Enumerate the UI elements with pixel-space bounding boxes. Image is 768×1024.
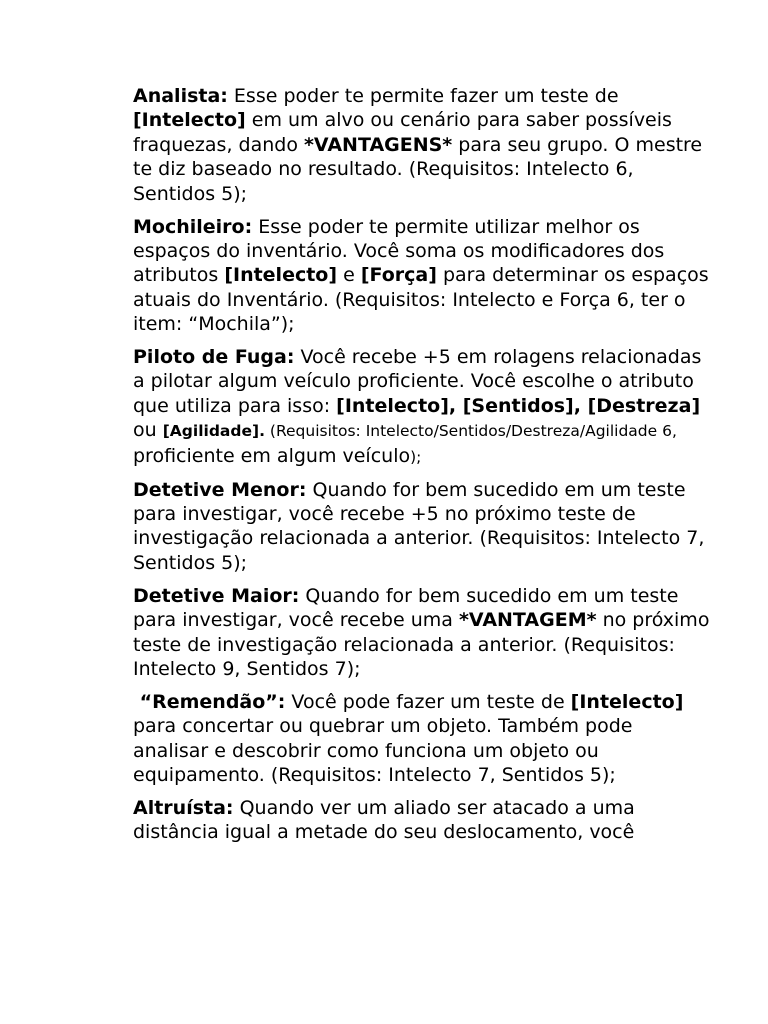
power-remendao — [133, 690, 713, 788]
power-title: Detetive Maior: — [133, 584, 300, 607]
power-piloto-de-fuga — [133, 345, 713, 469]
attribute-keyword: [Agilidade]. — [162, 422, 265, 441]
power-text: ou — [133, 419, 163, 442]
power-title: Detetive Menor: — [133, 478, 307, 501]
power-title: Altruísta: — [133, 796, 234, 819]
power-text: ); — [410, 447, 422, 466]
attribute-keyword: [Intelecto] — [224, 264, 338, 287]
requirements-text: (Requisitos: Intelecto/Sentidos/Destreza/Agilidade 6, — [264, 422, 677, 441]
power-text: para seu grupo. O mestre te diz baseado no resultado. (Requisitos: Intelecto 6, Sentidos 5); — [133, 133, 703, 205]
power-text: Quando for bem sucedido em um teste para investigar, você recebe +5 no próximo teste de investigação relacionada a anterior. (Requisitos: Intelecto 7, Sentidos 5); — [133, 478, 705, 574]
document-page — [133, 84, 713, 853]
power-text: em um alvo ou cenário para saber possíveis fraquezas, dando — [133, 109, 672, 156]
power-analista — [133, 84, 713, 206]
advantage-keyword: *VANTAGEM* — [458, 609, 597, 632]
power-text: Esse poder te permite fazer um teste de — [227, 85, 619, 107]
power-text: para concertar ou quebrar um objeto. Também pode analisar e descobrir como funciona um objeto ou equipamento. (Requisitos: Intelecto 7, Sentidos 5); — [133, 715, 633, 787]
attribute-keyword: [Intelecto], [Sentidos], [Destreza] — [336, 394, 701, 417]
attribute-keyword: [Intelecto] — [570, 690, 684, 713]
power-title: Analista: — [133, 85, 228, 107]
power-title: Piloto de Fuga: — [133, 346, 295, 369]
power-text: Quando ver um aliado ser atacado a uma distância igual a metade do seu deslocamento, você — [133, 796, 635, 844]
power-detetive-menor — [133, 478, 713, 576]
power-text: proficiente em algum veículo — [133, 444, 411, 467]
power-text: e — [337, 264, 361, 287]
power-title: “Remendão”: — [133, 690, 286, 713]
power-detetive-maior — [133, 584, 713, 682]
power-text: Você pode fazer um teste de — [285, 690, 571, 713]
power-text: Esse poder te permite utilizar melhor os espaços do inventário. Você soma os modificadores dos atributos — [133, 215, 665, 287]
power-text: para determinar os espaços atuais do Inventário. (Requisitos: Intelecto e Força 6, ter o item: “Mochila”); — [133, 264, 709, 336]
power-text: Você recebe +5 em rolagens relacionadas a pilotar algum veículo proficiente. Você escolhe o atributo que utiliza para isso: — [133, 346, 702, 417]
power-title: Mochileiro: — [133, 215, 253, 238]
attribute-keyword: [Força] — [360, 264, 437, 287]
power-text: Quando for bem sucedido em um teste para investigar, você recebe uma — [133, 584, 679, 632]
power-mochileiro — [133, 215, 713, 337]
power-altruista — [133, 796, 713, 845]
attribute-keyword: [Intelecto] — [133, 109, 246, 132]
power-text: no próximo teste de investigação relacionada a anterior. (Requisitos: Intelecto 9, Sentidos 7); — [133, 609, 710, 680]
advantage-keyword: *VANTAGENS* — [304, 133, 453, 156]
